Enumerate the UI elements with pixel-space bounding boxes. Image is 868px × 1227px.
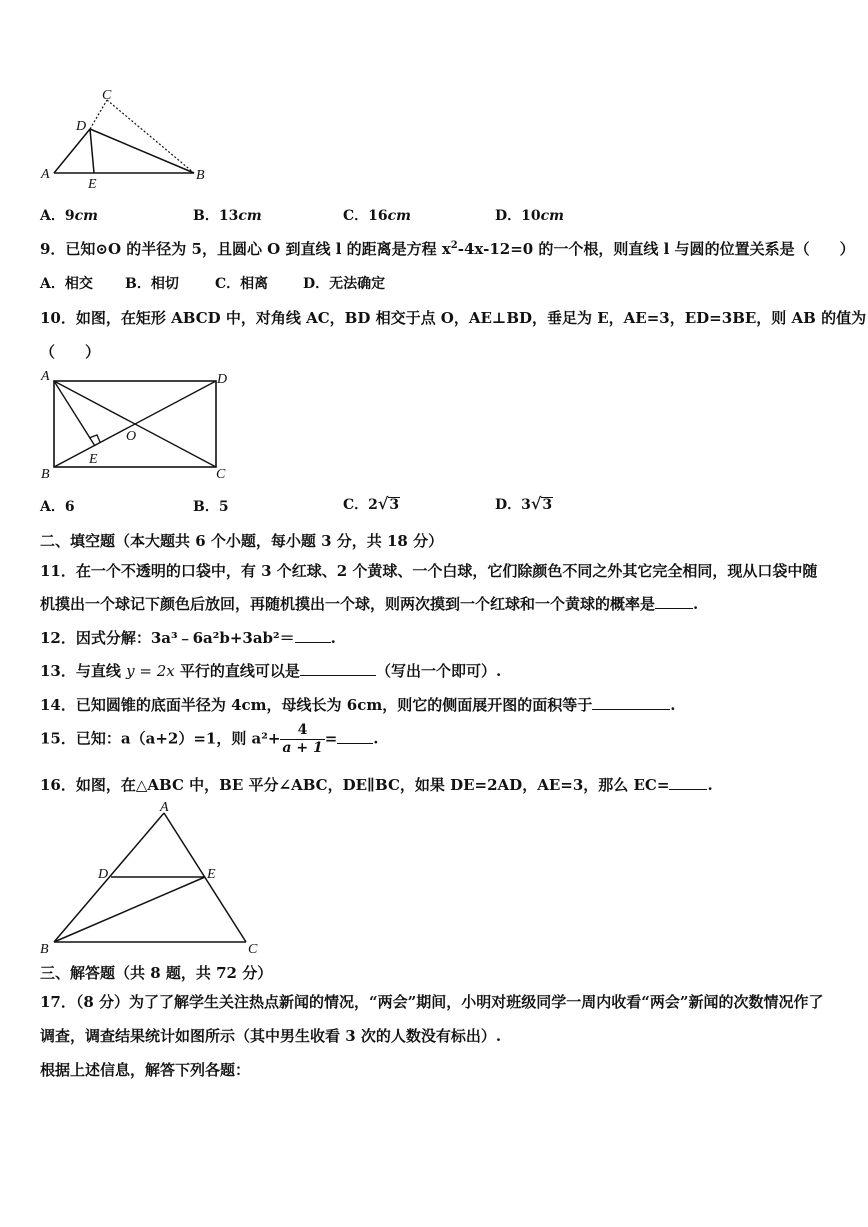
q16-answer-blank[interactable] <box>669 777 707 790</box>
q10-option-c: C．2√3 <box>343 494 400 513</box>
q8-label-A: A <box>41 167 50 182</box>
q10-label-B: B <box>41 467 50 482</box>
q11-answer-blank[interactable] <box>655 596 693 609</box>
q14-answer-blank[interactable] <box>592 697 670 710</box>
q16-label-B: B <box>40 942 49 957</box>
section-2-heading: 二、填空题（本大题共 6 个小题，每小题 3 分，共 18 分） <box>40 532 444 550</box>
q10-label-E: E <box>89 452 98 467</box>
q15-fraction: $\frac{4}{a + 1}$ <box>282 722 323 756</box>
q10-question: 10．如图，在矩形 ABCD 中，对角线 AC，BD 相交于点 O，AE⊥BD，垂足为 E，AE=3，ED=3BE，则 AB 的值为 <box>40 309 867 327</box>
q13-answer-blank[interactable] <box>300 663 376 676</box>
q10-answer-paren: （ ） <box>40 343 101 361</box>
q17-question-line3: 根据上述信息，解答下列各题： <box>40 1061 251 1079</box>
q13-question: 13．与直线 y = 2x 平行的直线可以是 （写出一个即可）. <box>40 662 502 680</box>
q9-question: 9．已知⊙O 的半径为 5，且圆心 O 到直线 l 的距离是方程 $x^2-4x-12=0$ 的一个根，则直线 l 与圆的位置关系是（ ） <box>40 240 855 258</box>
q10-rectangle-figure <box>38 366 238 482</box>
q11-question-line1: 11．在一个不透明的口袋中，有 3 个红球、2 个黄球、一个白球，它们除颜色不同之外其它完全相同，现从口袋中随 <box>40 562 818 580</box>
q11-question-line2: 机摸出一个球记下颜色后放回，再随机摸出一个球，则两次摸到一个红球和一个黄球的概率是 . <box>40 595 699 613</box>
q12-answer-blank[interactable] <box>295 630 331 643</box>
q9-option-d: D．无法确定 <box>303 276 386 292</box>
q16-label-D: D <box>98 867 109 882</box>
q14-question: 14．已知圆锥的底面半径为 4cm，母线长为 6cm，则它的侧面展开图的面积等于 . <box>40 696 676 714</box>
q16-question: 16．如图，在△ABC 中，BE 平分∠ABC，DE∥BC，如果 DE=2AD，AE=3，那么 EC= . <box>40 776 713 794</box>
q16-label-A: A <box>160 800 169 815</box>
q16-triangle-figure <box>36 800 266 960</box>
q10-label-D: D <box>217 372 228 387</box>
q17-question-line1: 17．（8 分）为了了解学生关注热点新闻的情况，“两会”期间，小明对班级同学一周内收看“两会”新闻的次数情况作了 <box>40 993 824 1011</box>
q8-option-a: A．9cm <box>40 208 98 224</box>
q10-label-A: A <box>41 369 50 384</box>
q8-label-D: D <box>76 119 87 134</box>
q10-option-b: B．5 <box>193 499 229 515</box>
q17-question-line2: 调查，调查结果统计如图所示（其中男生收看 3 次的人数没有标出）. <box>40 1027 502 1045</box>
q10-option-c-radicand: 3 <box>389 497 400 513</box>
q12-question: 12．因式分解：3a³﹣6a²b+3ab²＝ . <box>40 629 336 647</box>
q8-label-B: B <box>196 168 205 183</box>
q9-option-c: C．相离 <box>215 276 269 292</box>
q9-option-a: A．相交 <box>40 276 93 292</box>
q8-triangle-figure <box>38 88 213 190</box>
q15-answer-blank[interactable] <box>337 731 373 744</box>
section-3-heading: 三、解答题（共 8 题，共 72 分） <box>40 964 273 982</box>
q16-label-C: C <box>248 942 258 957</box>
q10-label-C: C <box>216 467 226 482</box>
q15-question: 15．已知：a（a+2）=1，则 a²+ $\frac{4}{a + 1}$ = . <box>40 722 379 756</box>
q10-option-d-radicand: 3 <box>542 497 553 513</box>
q10-option-d: D．3√3 <box>495 494 553 513</box>
q8-option-c: C．16cm <box>343 208 411 224</box>
q16-label-E: E <box>207 867 216 882</box>
q8-label-C: C <box>102 88 112 103</box>
q10-option-a: A．6 <box>40 499 75 515</box>
q9-option-b: B．相切 <box>125 276 179 292</box>
q8-label-E: E <box>88 177 97 190</box>
q8-option-d: D．10cm <box>495 208 564 224</box>
q10-label-O: O <box>126 429 137 444</box>
q8-option-b: B．13cm <box>193 208 262 224</box>
